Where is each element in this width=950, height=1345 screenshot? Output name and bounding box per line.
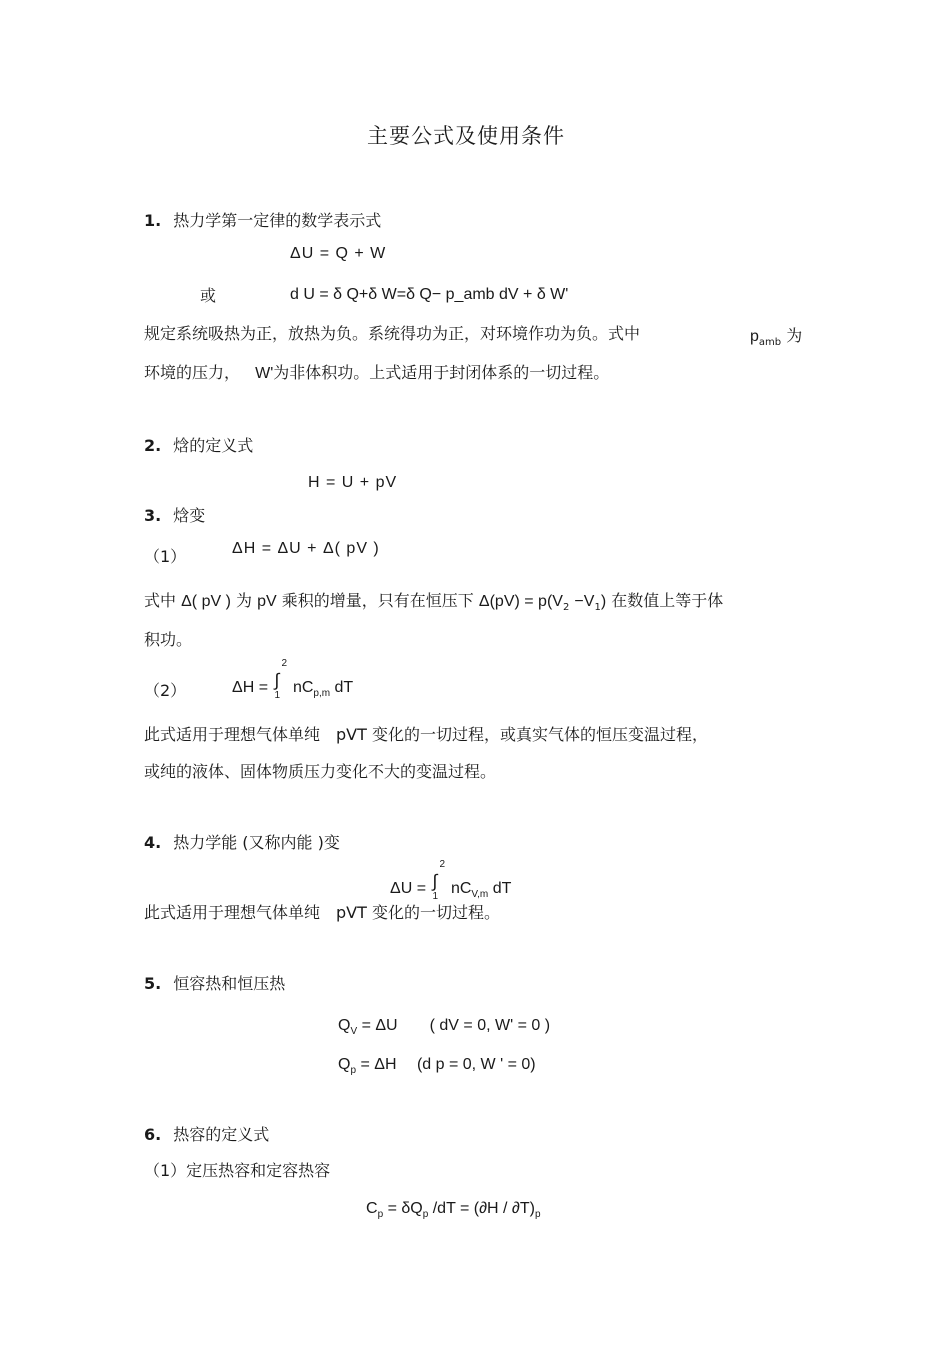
enthalpy-change-integral-equation: ΔH = ∫ 2 1 $nC_{p,m}$ dT <box>232 658 354 701</box>
sign-convention-line-1 <box>144 321 640 344</box>
constant-pressure-heat-equation: $Q_p = \Delta H$ (d p = 0, W ' = 0) <box>338 1056 536 1076</box>
enthalpy-condition-line-1: 此式适用于理想气体单纯 pVT 变化的一切过程，或真实气体的恒压变温过程， <box>144 725 708 744</box>
integral-sign: ∫ 2 1 <box>432 859 446 902</box>
enthalpy-change-equation-1: ΔH = ΔU + Δ( pV ) <box>232 540 380 557</box>
constant-volume-heat-equation: $Q_V = \Delta U$ ( dV = 0, W' = 0 ) <box>338 1017 551 1037</box>
first-law-equation: ΔU = Q + W <box>290 245 387 262</box>
page-title: 主要公式及使用条件 <box>367 124 565 148</box>
sign-convention-text: 规定系统吸热为正，放热为负。系统得功为正，对环境作功为负。式中 <box>144 324 641 343</box>
section-5-heading: 5. 恒容热和恒压热 <box>144 974 286 993</box>
item-3-1-label: （1） <box>144 547 187 566</box>
pamb-symbol: $p_{amb}$ 为 <box>750 326 803 348</box>
section-4-heading: 4. 热力学能 (又称内能 )变 <box>144 833 340 852</box>
enthalpy-condition-line-2: 或纯的液体、固体物质压力变化不大的变温过程。 <box>144 762 497 781</box>
or-label: 或 <box>200 286 217 305</box>
enthalpy-definition-equation: H = U + pV <box>308 474 398 491</box>
item-6-1-label: （1）定压热容和定容热容 <box>144 1161 331 1180</box>
integral-sign: ∫ 2 1 <box>274 658 288 701</box>
section-3-heading: 3. 焓变 <box>144 506 206 525</box>
enthalpy-note-line-1: 式中 Δ( pV ) 为 pV 乘积的增量，只有在恒压下 $\Delta(pV) = p(V_2 -V_1)$ 在数值上等于体 <box>144 591 724 613</box>
internal-energy-condition: 此式适用于理想气体单纯 pVT 变化的一切过程。 <box>144 903 500 922</box>
sign-convention-line-2: 环境的压力， W'为非体积功。上式适用于封闭体系的一切过程。 <box>144 363 610 382</box>
item-3-2-label: （2） <box>144 681 187 700</box>
enthalpy-note-line-2: 积功。 <box>144 630 193 649</box>
section-1-title: 热力学第一定律的数学表示式 <box>173 211 382 230</box>
section-1-number: 1. <box>144 211 162 230</box>
section-6-heading: 6. 热容的定义式 <box>144 1125 270 1144</box>
section-2-heading: 2. 焓的定义式 <box>144 436 254 455</box>
first-law-differential-equation: d U = δ Q+δ W=δ Q− p_amb dV + δ W' <box>290 286 569 303</box>
internal-energy-integral-equation: ΔU = ∫ 2 1 $nC_{V,m}$ dT <box>390 859 512 902</box>
section-1-heading <box>144 208 381 231</box>
heat-capacity-equation: $C_p = \delta Q_p$ $/dT = (\partial H / \partial T)_p$ <box>366 1200 541 1220</box>
